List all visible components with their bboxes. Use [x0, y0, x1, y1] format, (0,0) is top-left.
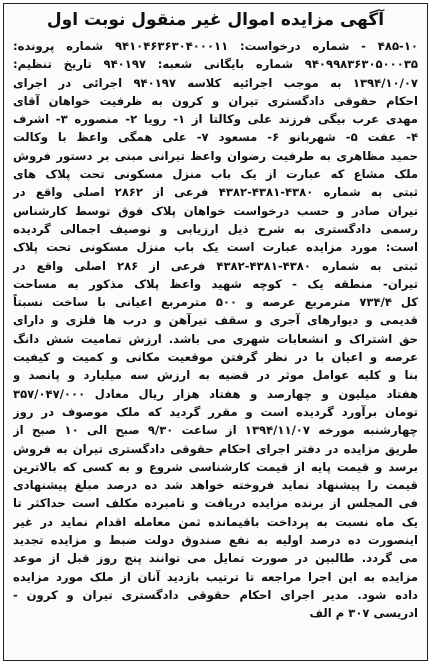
notice-line: بنا و کلیه عوامل موثر در قضیه به ارزش سه میلیارد و پانصد و [13, 368, 418, 383]
notice-line: ملک مشاع که عبارت از یک باب منزل مسکونی تحت پلاک های [13, 167, 418, 182]
notice-line: هفتاد میلیون و چهارصد و هفتاد هزار ریال معادل ۳۵۷/۰۴۷/۰۰۰ [13, 386, 418, 401]
notice-line: ثبتی به شماره ۴۳۸۰-۴۳۸۱-۴۳۸۲ فرعی از ۲۸۶ اصلی واقع در [13, 258, 418, 273]
notice-line: رسمی دادگستری به شرح ذیل ارزیابی و توصیف اجمالی گردیده [13, 221, 418, 236]
notice-line: تیران صادر و حسب درخواست خواهان پلاک فوق توسط کارشناس [13, 203, 418, 218]
notice-line: برسد و قیمت پایه از قیمت کارشناسی شروع و به کسی که بالاترین [13, 459, 418, 474]
notice-line: مزایده به این اجرا مراجعه تا ترتیب بازدید آنان از ملک مورد مزایده [13, 569, 418, 584]
notice-line: ۹۴۰۹۹۸۳۶۳۰۵۰۰۰۳۵ شماره بایگانی شعبه: ۹۴۰۱۹۷ تاریخ تنظیم: [13, 57, 418, 72]
notice-line: احکام حقوقی دادگستری تیران و کرون به ظرفیت خواهان آقای [13, 93, 418, 108]
notice-line: داده شود. مدیر اجرای احکام حقوقی دادگستری تیران و کرون - [13, 587, 418, 602]
notice-line: است: مورد مزایده عبارت است یک باب منزل مسکونی تحت پلاک [13, 240, 418, 255]
notice-line: چهارشنبه مورخه ۱۳۹۴/۱۱/۰۷ از ساعت ۹/۳۰ صبح الی ۱۰ صبح از [13, 423, 418, 438]
notice-line: تومان برآورد گردیده است و مقرر گردید که ملک موصوف در روز [13, 404, 418, 419]
notice-line: قدیمی و دیوارهای آجری و سقف تیرآهن و درب ها فلزی و دارای [13, 313, 418, 328]
notice-frame [3, 3, 428, 661]
notice-line: می گردد. طالبین در صورت تمایل می توانند پنج روز قبل از موعد [13, 551, 418, 566]
notice-line: حق اشتراک و انشعابات شهری می باشد. ارزش تمامیت شش دانگ [13, 331, 418, 346]
notice-line: عرصه و اعیان با در نظر گرفتن موقعیت مکانی و کمیت و کیفیت [13, 350, 418, 365]
notice-line: تیران- منطقه یک - کوچه شهید واعظ پلاک مذکور به مساحت [13, 276, 418, 291]
notice-line: ۱۳۹۴/۱۰/۰۷ به موجب اجرائیه کلاسه ۹۴۰۱۹۷ اجرائی در اجرای [13, 75, 418, 90]
notice-line: کل ۷۳۴/۴ مترمربع عرصه و ۵۰۰ مترمربع اعیانی با ساخت نسبتاً [13, 295, 418, 310]
notice-line: اینصورت ده درصد اولیه به نفع صندوق دولت ضبط و مزایده تجدید [13, 533, 418, 548]
notice-line: فی المجلس از برنده مزایده دریافت و تامبرده مکلف است حداکثر تا [13, 496, 418, 511]
notice-line: ۴۸۵-۱۰ - شماره درخواست: ۹۴۱۰۴۶۳۶۳۰۴۰۰۰۱۱ شماره پرونده: [13, 39, 418, 53]
notice-title: آگهی مزایده اموال غیر منقول نوبت اول [46, 10, 385, 30]
notice-line: ثبتی به شماره ۴۳۸۰-۴۳۸۱-۴۳۸۲ فرعی از ۲۸۶۲ اصلی واقع در [13, 185, 418, 200]
notice-line: قیمت را پیشنهاد نماید فروخته خواهد شد ده درصد مبلغ پیشنهادی [13, 478, 418, 493]
notice-line: ۴- عفت ۵- شهربانو ۶- مسعود ۷- علی همگی واعظ با وکالت [13, 130, 418, 145]
notice-line: یک ماه نسبت به پرداخت باقیمانده ثمن معامله اقدام نماید در غیر [13, 514, 418, 529]
notice-line: مهدی عرب بیگی فرزند علی وکالتا از ۱- رویا ۲- منصوره ۳- اشرف [13, 112, 418, 127]
notice-line: ادریسی ۳۰۷ م الف [309, 606, 418, 621]
notice-line: حمید مظاهری به طرفیت رضوان واعظ تیرانی مبنی بر دستور فروش [13, 148, 418, 163]
notice-body [13, 37, 418, 623]
notice-line: طریق مزایده در دفتر اجرای احکام حقوقی دادگستری تیران به فروش [13, 441, 418, 456]
